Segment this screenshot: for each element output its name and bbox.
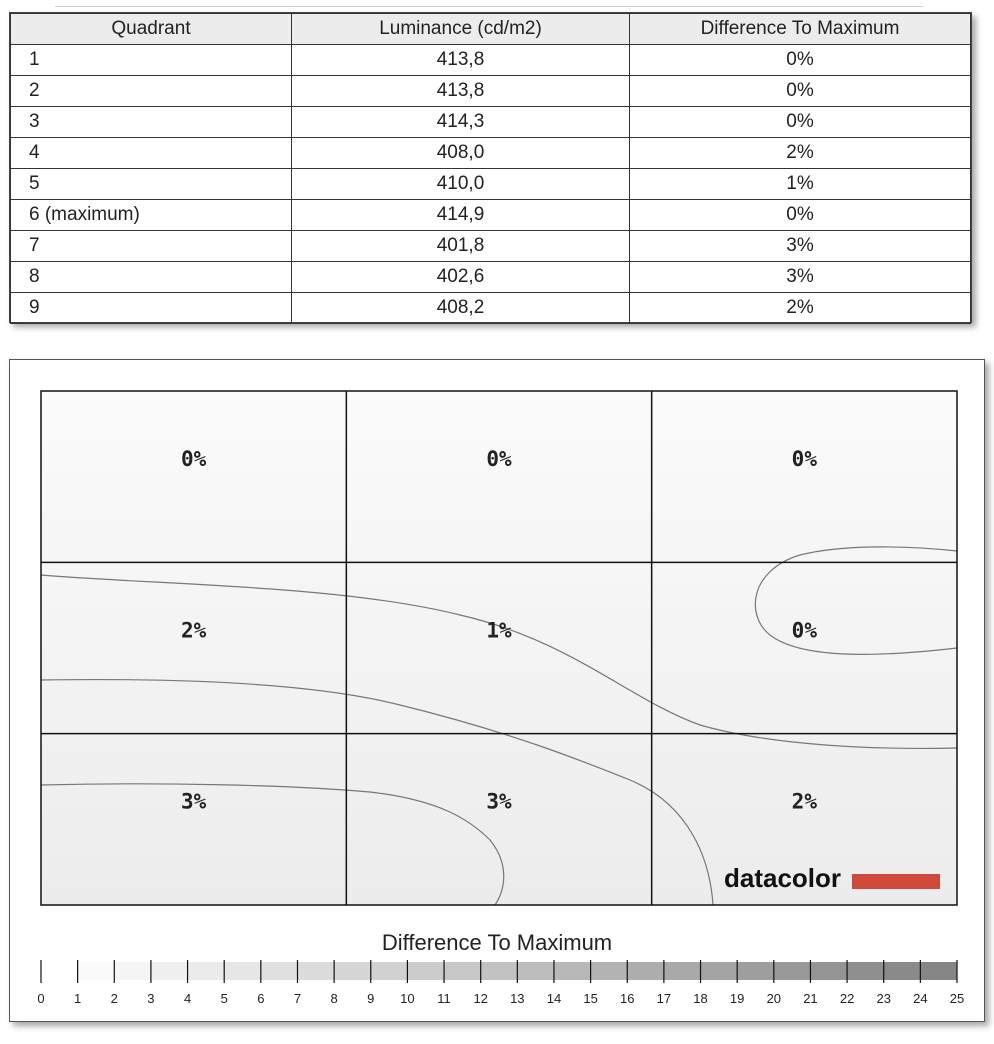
uniformity-chart-card (9, 359, 985, 1022)
table-row (11, 138, 971, 169)
column-header-difference: Difference To Maximum (630, 14, 971, 45)
cell-quadrant: 3 (11, 107, 292, 138)
cell-luminance: 413,8 (292, 76, 630, 107)
legend-swatch (774, 962, 811, 980)
legend-swatch (554, 962, 591, 980)
table-row (11, 107, 971, 138)
legend-swatch (664, 962, 701, 980)
legend-tick-label: 10 (400, 991, 415, 1006)
cell-difference: 3% (630, 231, 971, 262)
quadrant-label: 0% (181, 447, 207, 471)
cell-difference: 0% (630, 76, 971, 107)
luminance-table (10, 13, 971, 324)
column-header-quadrant: Quadrant (11, 14, 292, 45)
quadrant-label: 3% (181, 789, 207, 814)
cell-quadrant: 7 (11, 231, 292, 262)
table-row (11, 293, 971, 324)
cell-luminance: 414,3 (292, 107, 630, 138)
legend-tick-label: 14 (546, 991, 562, 1006)
table-header-row (11, 14, 971, 45)
legend-swatch (114, 962, 151, 980)
logo-bar (852, 874, 940, 889)
legend-tick-label: 9 (367, 991, 375, 1006)
quadrant-label: 1% (486, 618, 512, 643)
legend-swatch (627, 962, 664, 980)
legend-tick-label: 24 (913, 991, 928, 1006)
cell-luminance: 408,2 (292, 293, 630, 324)
cell-quadrant: 5 (11, 169, 292, 200)
cell-quadrant: 4 (11, 138, 292, 169)
legend-swatch (297, 962, 334, 980)
legend-tick-label: 0 (37, 991, 45, 1006)
cell-difference: 0% (630, 200, 971, 231)
cell-luminance: 408,0 (292, 138, 630, 169)
legend-tick-label: 23 (876, 991, 891, 1006)
legend-tick-label: 3 (147, 991, 155, 1006)
cell-difference: 0% (630, 45, 971, 76)
legend-swatch (737, 962, 774, 980)
legend-swatch (701, 962, 738, 980)
color-scale-legend (37, 960, 964, 1006)
cell-luminance: 410,0 (292, 169, 630, 200)
cell-quadrant: 2 (11, 76, 292, 107)
legend-tick-label: 5 (220, 991, 228, 1006)
table-row (11, 76, 971, 107)
legend-tick-label: 19 (729, 991, 745, 1006)
table-row (11, 231, 971, 262)
quadrant-label: 0% (486, 447, 512, 471)
cell-difference: 3% (630, 262, 971, 293)
legend-tick-label: 15 (583, 991, 598, 1006)
top-divider (55, 6, 923, 7)
legend-swatch (481, 962, 518, 980)
cell-quadrant: 9 (11, 293, 292, 324)
legend-swatch (188, 962, 225, 980)
legend-tick-label: 17 (656, 991, 672, 1006)
legend-tick-label: 2 (110, 991, 118, 1006)
quadrant-label: 2% (791, 789, 817, 814)
legend-swatch (41, 962, 78, 980)
cell-quadrant: 6 (maximum) (11, 200, 292, 231)
table-row (11, 200, 971, 231)
legend-swatch (371, 962, 408, 980)
legend-tick-label: 16 (620, 991, 635, 1006)
legend-swatch (591, 962, 628, 980)
legend-tick-label: 18 (693, 991, 708, 1006)
legend-tick-label: 8 (330, 991, 338, 1006)
legend-tick-label: 6 (257, 991, 265, 1006)
cell-difference: 2% (630, 293, 971, 324)
legend-tick-label: 13 (510, 991, 525, 1006)
legend-swatch (151, 962, 188, 980)
legend-tick-label: 22 (839, 991, 855, 1006)
table-row (11, 262, 971, 293)
legend-title: Difference To Maximum (381, 930, 613, 955)
legend-tick-label: 7 (293, 991, 302, 1006)
legend-swatch (407, 962, 444, 980)
legend-tick-label: 12 (473, 991, 488, 1006)
cell-luminance: 414,9 (292, 200, 630, 231)
cell-luminance: 413,8 (292, 45, 630, 76)
legend-swatch (920, 962, 957, 980)
legend-swatch (517, 962, 554, 980)
quadrant-label: 0% (791, 618, 817, 643)
logo-text: datacolor (724, 863, 842, 893)
quadrant-label: 0% (791, 447, 817, 471)
legend-swatch (444, 962, 481, 980)
legend-tick-label: 20 (766, 991, 782, 1006)
legend-tick-label: 1 (74, 991, 82, 1006)
legend-swatch (224, 962, 261, 980)
table-row (11, 45, 971, 76)
legend-swatch (847, 962, 884, 980)
legend-swatch (78, 962, 115, 980)
cell-difference: 1% (630, 169, 971, 200)
legend-tick-label: 25 (949, 991, 965, 1006)
table-row (11, 169, 971, 200)
legend-swatch (884, 962, 921, 980)
cell-quadrant: 8 (11, 262, 292, 293)
quadrant-label: 2% (181, 618, 207, 643)
cell-luminance: 401,8 (292, 231, 630, 262)
uniformity-heatmap (10, 360, 984, 1021)
legend-tick-label: 4 (183, 991, 192, 1006)
cell-quadrant: 1 (11, 45, 292, 76)
cell-difference: 0% (630, 107, 971, 138)
legend-swatch (810, 962, 847, 980)
luminance-table-card (9, 12, 972, 323)
quadrant-label: 3% (486, 789, 512, 814)
cell-difference: 2% (630, 138, 971, 169)
legend-tick-label: 21 (803, 991, 818, 1006)
column-header-luminance: Luminance (cd/m2) (292, 14, 630, 45)
legend-tick-label: 11 (437, 991, 451, 1006)
cell-luminance: 402,6 (292, 262, 630, 293)
legend-swatch (261, 962, 298, 980)
legend-swatch (334, 962, 371, 980)
